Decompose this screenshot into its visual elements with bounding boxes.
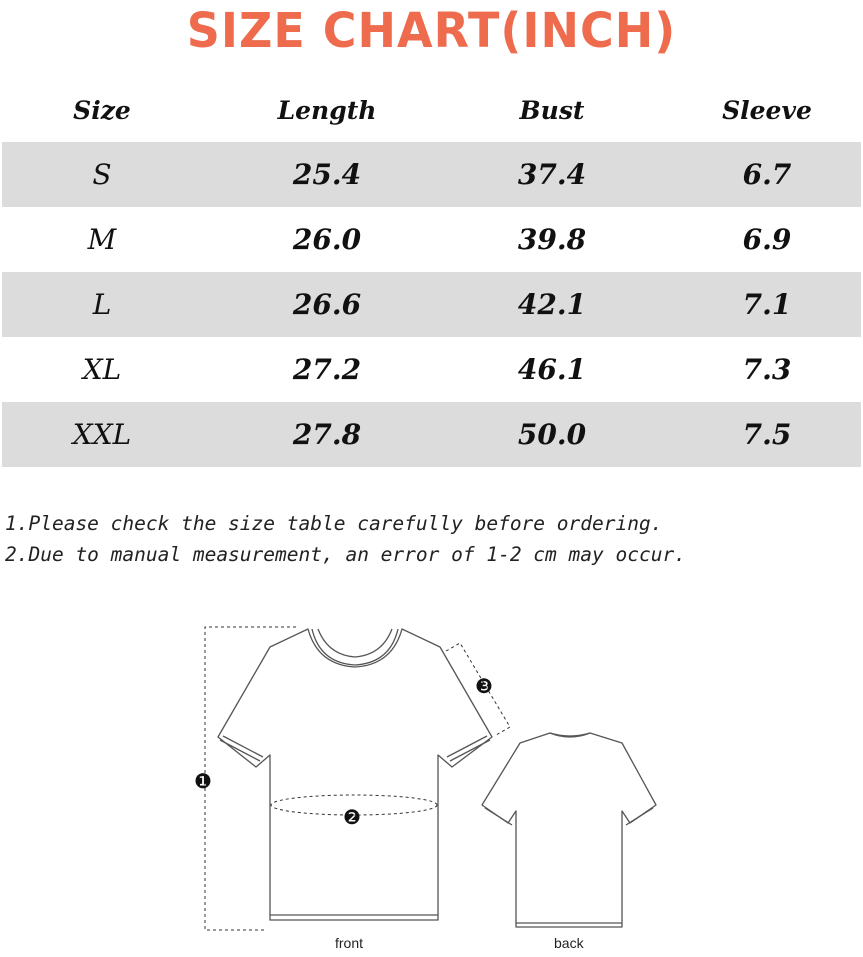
back-label: back — [554, 935, 584, 951]
size-cell: XXL — [72, 418, 132, 451]
length-cell: 27.2 — [292, 353, 362, 386]
table-row — [2, 402, 861, 467]
note-1: 1.Please check the size table carefully before ordering. — [5, 512, 663, 535]
note-2: 2.Due to manual measurement, an error of 1-2 cm may occur. — [5, 543, 686, 566]
bust-cell: 46.1 — [517, 353, 587, 386]
notes — [5, 508, 855, 570]
sleeve-cell: 7.3 — [742, 353, 792, 386]
sleeve-cell: 7.1 — [742, 288, 792, 321]
bust-cell: 50.0 — [517, 418, 587, 451]
bust-cell: 37.4 — [517, 158, 587, 191]
size-cell: L — [92, 288, 112, 321]
header-bust: Bust — [519, 95, 585, 125]
sleeve-cell: 6.9 — [742, 223, 792, 256]
size-cell: XL — [82, 353, 122, 386]
header-size: Size — [73, 95, 131, 125]
length-cell: 27.8 — [292, 418, 362, 451]
sleeve-cell: 6.7 — [742, 158, 792, 191]
table-header-row — [2, 78, 861, 142]
sleeve-cell: 7.5 — [742, 418, 792, 451]
length-cell: 26.0 — [292, 223, 362, 256]
length-cell: 26.6 — [292, 288, 362, 321]
tshirt-measurement-diagram — [190, 615, 670, 957]
sleeve-marker: ❸ — [475, 674, 493, 698]
size-cell: M — [87, 223, 117, 256]
header-length: Length — [277, 95, 377, 125]
table-row — [2, 337, 861, 402]
tshirt-illustration — [190, 615, 670, 957]
table-row — [2, 142, 861, 207]
length-cell: 25.4 — [292, 158, 362, 191]
page-title: SIZE CHART(INCH) — [186, 1, 677, 59]
length-marker: ❶ — [194, 769, 212, 793]
bust-cell: 39.8 — [517, 223, 587, 256]
size-table — [2, 78, 861, 467]
size-cell: S — [92, 158, 112, 191]
table-row — [2, 272, 861, 337]
header-sleeve: Sleeve — [722, 95, 812, 125]
table-row — [2, 207, 861, 272]
bust-marker: ❷ — [343, 805, 361, 829]
bust-cell: 42.1 — [517, 288, 587, 321]
front-label: front — [335, 935, 364, 951]
